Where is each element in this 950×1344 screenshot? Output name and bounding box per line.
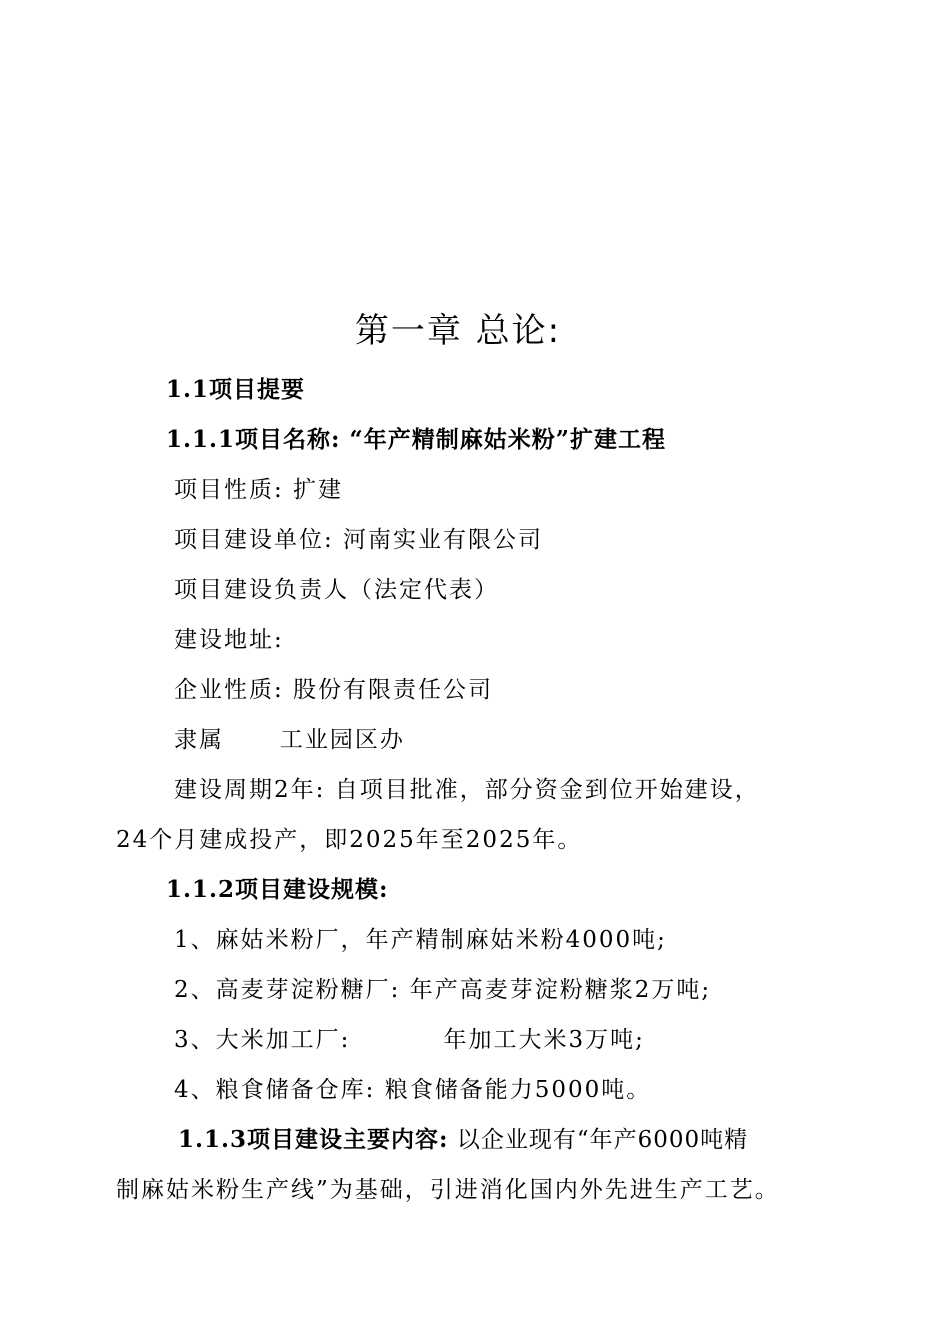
project-nature: 项目性质: 扩建 bbox=[174, 477, 344, 503]
construction-period-line-2: 24个月建成投产，即2025年至2025年。 bbox=[116, 827, 583, 853]
section-heading-1-1-3 bbox=[178, 1124, 748, 1156]
scale-item: 1、麻姑米粉厂，年产精制麻姑米粉4000吨; bbox=[174, 927, 667, 953]
section-heading-1-1-2: 1.1.2项目建设规模: bbox=[166, 876, 389, 903]
project-unit: 项目建设单位: 河南实业有限公司 bbox=[174, 527, 544, 553]
project-name-value: “年产精制麻姑米粉”扩建工程 bbox=[349, 426, 666, 453]
chapter-title: 第一章 总论: bbox=[354, 311, 562, 351]
project-address: 建设地址: bbox=[174, 627, 284, 653]
project-owner: 项目建设负责人（法定代表） bbox=[174, 577, 499, 603]
affiliation: 隶属 工业园区办 bbox=[174, 727, 405, 753]
scale-item: 2、高麦芽淀粉糖厂: 年产高麦芽淀粉糖浆2万吨; bbox=[174, 977, 712, 1003]
main-content-line-2: 制麻姑米粉生产线”为基础，引进消化国内外先进生产工艺。 bbox=[116, 1177, 780, 1203]
scale-item: 4、粮食储备仓库: 粮食储备能力5000吨。 bbox=[174, 1077, 652, 1103]
scale-item: 3、大米加工厂: 年加工大米3万吨; bbox=[174, 1027, 645, 1053]
project-name-label: 1.1.1项目名称: bbox=[166, 426, 341, 453]
construction-period-line-1: 建设周期2年: 自项目批准，部分资金到位开始建设， bbox=[174, 777, 760, 803]
section-heading-1-1: 1.1项目提要 bbox=[166, 376, 306, 403]
section-heading-1-1-1 bbox=[166, 424, 666, 456]
enterprise-nature: 企业性质: 股份有限责任公司 bbox=[174, 677, 494, 703]
main-content-text: 以企业现有“年产6000吨精 bbox=[448, 1127, 749, 1153]
main-content-label: 1.1.3项目建设主要内容: bbox=[178, 1126, 449, 1153]
